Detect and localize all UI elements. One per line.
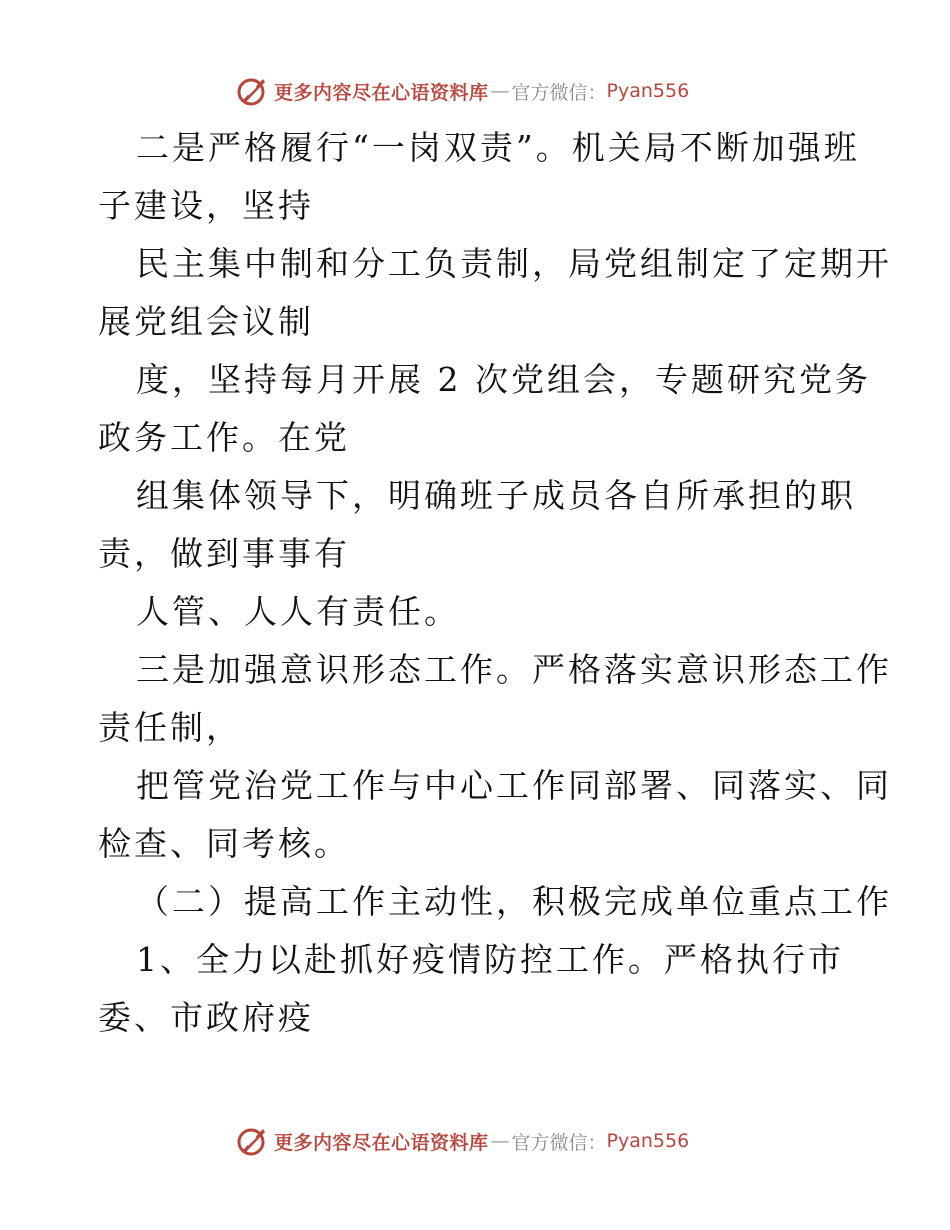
watermark-label: 官方微信： xyxy=(511,81,607,104)
text-line: 展党组会议制 xyxy=(98,302,314,341)
text-line: 子建设，坚持 xyxy=(98,186,314,225)
text-line: 检查、同考核。 xyxy=(98,824,350,863)
text-line: 二是严格履行“一岗双责”。机关局不断加强班 xyxy=(136,128,860,167)
text-line: 政务工作。在党 xyxy=(98,418,350,457)
text-line: 委、市政府疫 xyxy=(98,998,314,1037)
header-watermark xyxy=(236,74,689,108)
text-line: 1、全力以赴抓好疫情防控工作。严格执行市 xyxy=(136,940,844,979)
text-line: 人管、人人有责任。 xyxy=(136,592,460,631)
footer-watermark xyxy=(236,1124,689,1158)
watermark-slogan: 更多内容尽在心语资料库 xyxy=(274,81,489,104)
text-line: 责，做到事事有 xyxy=(98,534,350,573)
watermark-handle: Pyan556 xyxy=(606,80,690,102)
watermark-separator: — xyxy=(490,1130,510,1152)
section-heading: （二）提高工作主动性，积极完成单位重点工作 xyxy=(136,882,892,921)
text-line: 把管党治党工作与中心工作同部署、同落实、同 xyxy=(136,766,892,805)
quill-logo-icon xyxy=(236,1125,268,1157)
text-line: 度，坚持每月开展 2 次党组会，专题研究党务 xyxy=(136,360,871,399)
quill-logo-icon xyxy=(236,75,268,107)
text-line: 责任制， xyxy=(98,708,242,747)
watermark-handle: Pyan556 xyxy=(606,1130,690,1152)
watermark-separator: — xyxy=(490,80,510,102)
watermark-slogan: 更多内容尽在心语资料库 xyxy=(274,1131,489,1154)
text-line: 三是加强意识形态工作。严格落实意识形态工作 xyxy=(136,650,892,689)
text-line: 民主集中制和分工负责制，局党组制定了定期开 xyxy=(136,244,892,283)
watermark-label: 官方微信： xyxy=(511,1131,607,1154)
text-line: 组集体领导下，明确班子成员各自所承担的职 xyxy=(136,476,856,515)
